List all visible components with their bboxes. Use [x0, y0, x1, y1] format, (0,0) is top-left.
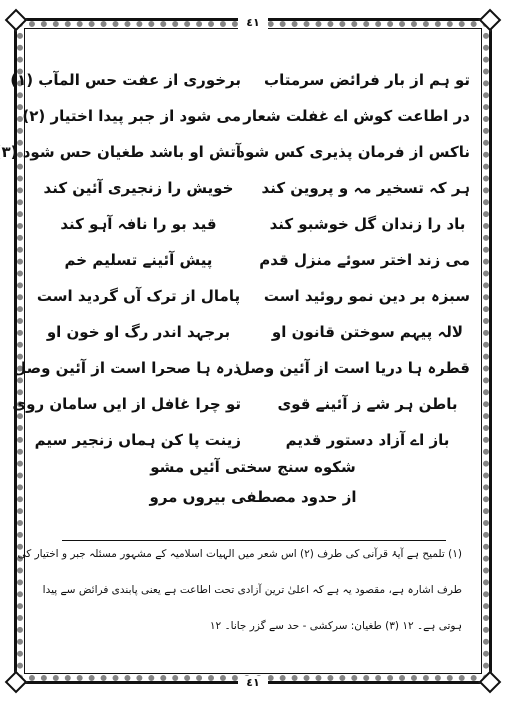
verse-first-half: قطرہ ہا دریا است از آئین وصل	[236, 359, 470, 377]
couplet	[12, 386, 470, 422]
verse-body	[1, 62, 470, 518]
footnote-divider	[62, 540, 446, 541]
couplet	[1, 134, 470, 170]
footnote-line: ہوتی ہے۔ ١٢ (٣) طغیان: سرکشی - حد سے گزر جانا۔ ١٢	[209, 620, 462, 632]
verse-first-half: لالہ پیہم سوختن قانون او	[271, 323, 464, 341]
couplet	[36, 242, 470, 278]
footnotes	[17, 548, 462, 656]
verse-second-half: زینت پا کن ہماں زنجیر سیم	[34, 431, 241, 449]
page-number-bottom: ٤١	[238, 676, 268, 690]
couplet	[36, 206, 470, 242]
verse-second-half: برجہد اندر رگ او خون او	[46, 323, 231, 341]
verse-second-half: قید بو را نافہ آہو کند	[60, 215, 217, 233]
verse-first-half: باطن ہر شے ز آئینے قوی	[277, 395, 458, 413]
verse-first-half: سبزہ بر دین نمو روئید است	[263, 287, 470, 305]
footnote-line: طرف اشارہ ہے، مقصود یہ ہے کہ اعلیٰ ترین آزادی تحت اطاعت ہے یعنی پابندی فرائض سے پیدا	[42, 584, 462, 596]
couplet	[13, 350, 470, 386]
verse-first-half: تو ہم از بار فرائض سرمتاب	[264, 71, 470, 89]
verse-first-half: ناکس از فرمان پذیری کس شود	[237, 143, 470, 161]
verse-first-half: باز اے آزاد دستور قدیم	[285, 431, 450, 449]
page-number-top: ٤١	[238, 16, 268, 30]
couplet	[10, 62, 470, 98]
verse-second-half: پیش آئینے تسلیم خم	[64, 251, 213, 269]
verse-second-half: تو چرا غافل از ایں سامان روی	[12, 395, 241, 413]
center-verse: شکوه سنج سختی آئیں مشو	[150, 458, 356, 476]
verse-second-half: آتش او باشد طغیان حس شود (٣	[1, 143, 241, 161]
center-verse: از حدود مصطفی بیروں مرو	[149, 488, 357, 506]
verse-first-half: باد را زندان گل خوشبو کند	[269, 215, 466, 233]
verse-second-half: می شود از جبر پیدا اختیار (٢)	[22, 107, 241, 125]
verse-second-half: ذرہ ہا صحرا است از آئین وصل	[13, 359, 241, 377]
footnote-line: (١) تلمیح ہے آیۂ قرآنی کی طرف (٢) اس شعر میں الہیات اسلامیہ کے مشہور مسئلہ جبر و اختیار کی	[17, 548, 462, 560]
verse-second-half: خویش را زنجیری آئین کند	[43, 179, 234, 197]
couplet	[36, 422, 470, 458]
couplet	[36, 170, 470, 206]
verse-first-half: ہر کہ تسخیر مہ و پروین کند	[261, 179, 470, 197]
couplet	[36, 314, 470, 350]
verse-second-half: پامال از ترک آں گردید است	[36, 287, 241, 305]
verse-first-half: می زند اختر سوئے منزل قدم	[259, 251, 470, 269]
verse-first-half: در اطاعت کوش اے غفلت شعار	[243, 107, 470, 125]
couplet	[36, 278, 470, 314]
verse-second-half: برخوری از عفت حس المآب (١)	[10, 71, 241, 89]
couplet	[22, 98, 470, 134]
